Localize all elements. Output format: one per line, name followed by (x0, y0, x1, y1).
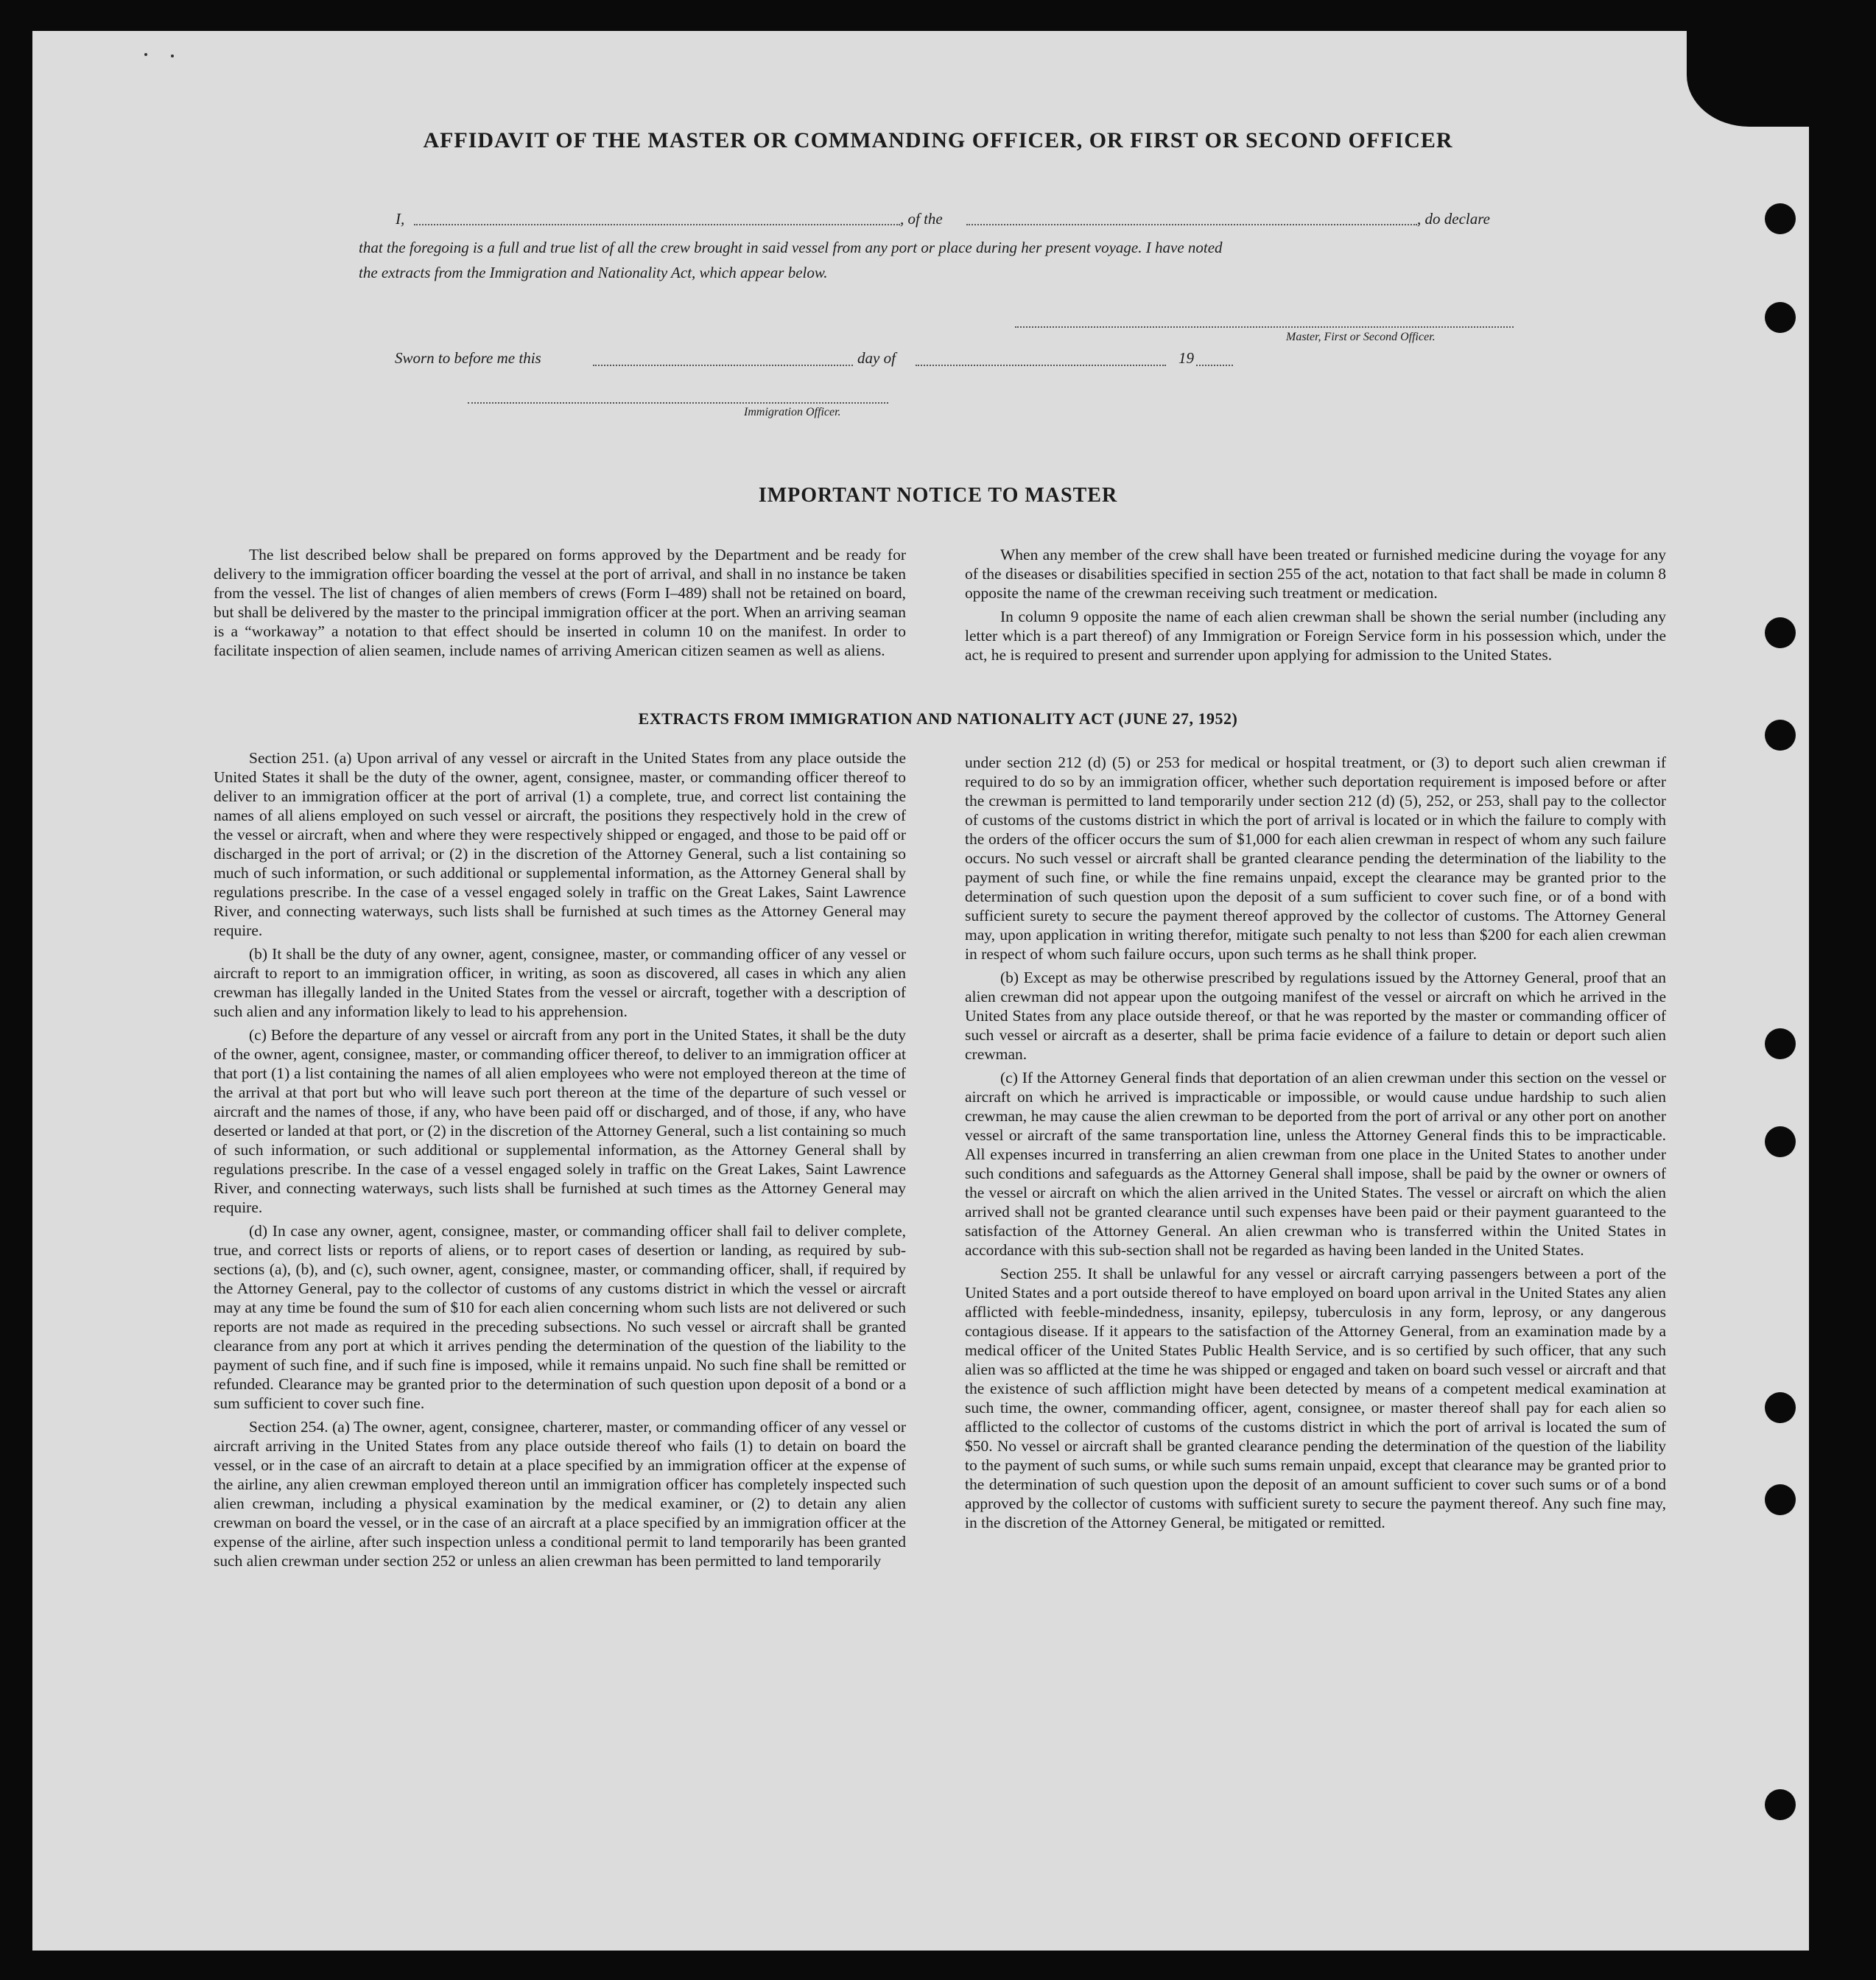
punch-hole (1765, 1126, 1796, 1157)
year-label: 19 (1178, 349, 1194, 367)
extracts-left-column (214, 748, 906, 1575)
do-declare-label: , do declare (1417, 210, 1490, 228)
notice-title: IMPORTANT NOTICE TO MASTER (758, 484, 1118, 507)
punch-hole (1765, 203, 1796, 234)
notice-right-column (965, 545, 1666, 669)
affidavit-title: AFFIDAVIT OF THE MASTER OR COMMANDING OFFICER, OR FIRST OR SECOND OFFICER (423, 128, 1453, 152)
day-of-label: day of (857, 349, 896, 367)
declarant-label: I, (396, 210, 405, 228)
vessel-name-line[interactable] (966, 224, 1417, 225)
speck (171, 55, 174, 57)
torn-corner (1687, 31, 1812, 127)
punch-hole (1765, 1789, 1796, 1820)
officer-signature-line[interactable] (468, 402, 888, 404)
punch-hole (1765, 302, 1796, 333)
punch-hole (1765, 1028, 1796, 1059)
declarant-name-line[interactable] (414, 224, 900, 225)
sworn-label: Sworn to before me this (395, 349, 541, 367)
act-paragraph: (d) In case any owner, agent, consignee, master, or commanding officer shall fail to deliver complete, true, and correct lists or reports of aliens, or to report cases of desertion or landing, as required by sub-sections (a), (b), and (c), such owner, agent, consignee, master, or commanding officer, shall, if required by the Attorney General, pay to the collector of customs of any customs district in which the vessel or aircraft may at any time be found the sum of $10 for each alien concerning whom such lists are not delivered or such reports are not made as required in the preceding subsections. No such vessel or aircraft shall be granted clearance from any port at which it arrives pending the determination of the question of the liability to the payment of such fine, and if such fine is imposed, while it remains unpaid. No such fine shall be remitted or refunded. Clearance may be granted prior to the determination of such question upon deposit of a bond or a sum sufficient to cover such fine. (214, 1222, 906, 1412)
act-paragraph: Section 251. (a) Upon arrival of any vessel or aircraft in the United States from any place outside the United States it shall be the duty of the owner, agent, consignee, master, or commanding officer thereof to deliver to an immigration officer at the port of arrival (1) a complete, true, and correct list containing the names of all aliens employed on such vessel or aircraft, the positions they respectively hold in the crew of the vessel or aircraft, when and where they were respectively shipped or engaged, and those to be paid off or discharged in the port of arrival; or (2) in the discretion of the Attorney General, such a list containing so much of such information, or such additional or supplemental information, as the Attorney General shall by regulations prescribe. In the case of a vessel engaged solely in traffic on the Great Lakes, Saint Lawrence River, and connecting waterways, such lists shall be furnished at such times as the Attorney General may require. (214, 749, 906, 939)
sworn-month-line[interactable] (916, 365, 1166, 366)
officer-signature-caption: Immigration Officer. (744, 406, 841, 418)
act-paragraph: (c) Before the departure of any vessel or aircraft from any port in the United States, it shall be the duty of the owner, agent, consignee, master, or commanding officer thereof, to deliver to an immigration officer at that port (1) a list containing the names of all alien employees who were not employed thereon at the time of the arrival at that port but who will leave such port thereon at the time of the departure of such vessel or aircraft and the names of those, if any, who have been paid off or discharged, and of those, if any, who have deserted or landed at that port, or (2) in the discretion of the Attorney General, such a list containing so much of such information, or such additional or supplemental information, as the Attorney General shall by regulations prescribe. In the case of a vessel engaged solely in traffic on the Great Lakes, Saint Lawrence River, and connecting waterways, such lists shall be furnished at such times as the Attorney General may require. (214, 1026, 906, 1216)
sworn-year-line[interactable] (1196, 365, 1233, 366)
of-the-label: , of the (900, 210, 943, 228)
act-paragraph: Section 255. It shall be unlawful for any vessel or aircraft carrying passengers between a port of the United States and a port outside thereof to have employed on board upon arrival in the United States any alien afflicted with feeble-mindedness, insanity, epilepsy, tuberculosis in any form, leprosy, or any dangerous contagious disease. If it appears to the satisfaction of the Attorney General, from an examination made by a medical officer of the United States Public Health Service, and is so certified by such officer, that any such alien was so afflicted at the time he was shipped or engaged and taken on board such vessel or aircraft and that the existence of such affliction might have been detected by means of a competent medical examination at such time, the owner, commanding officer, agent, consignee, or master thereof shall pay for each alien so afflicted to the collector of customs of the customs district in which the port of arrival is located the sum of $50. No vessel or aircraft shall be granted clearance pending the determination of the question of the liability to the payment of such sums, or while such sums remain unpaid, except that clearance may be granted prior to the determination of such question upon the deposit of an amount sufficient to cover such sums or of a bond approved by the collector of customs with sufficient surety to secure the payment thereof. Any such fine may, in the discretion of the Attorney General, be mitigated or remitted. (965, 1265, 1666, 1531)
notice-paragraph: The list described below shall be prepared on forms approved by the Department and be ready for delivery to the immigration officer boarding the vessel at the port of arrival, and shall in no instance be taken from the vessel. The list of changes of alien members of crews (Form I–489) shall not be retained on board, but shall be delivered by the master to the principal immigration officer at the port. When an arriving seaman is a “workaway” a notation to that effect should be inserted in column 10 on the manifest. In order to facilitate inspection of alien seamen, include names of arriving American citizen seamen as well as aliens. (214, 546, 906, 659)
act-paragraph: (c) If the Attorney General finds that deportation of an alien crewman under this section on the vessel or aircraft on which he arrived is impracticable or impossible, or would cause undue hardship to such alien crewman, he may cause the alien crewman to be deported from the port of arrival or any other port on another vessel or aircraft of the same transportation line, unless the Attorney General finds this to be impracticable. All expenses incurred in transferring an alien crewman from one place in the United States to another under such conditions and safeguards as the Attorney General shall impose, shall be paid by the owner or owners of the vessel or aircraft on which the alien arrived in the United States. The vessel or aircraft on which the alien arrived shall not be granted clearance until such expenses have been paid or their payment guaranteed to the satisfaction of the Attorney General. An alien crewman who is transferred within the United States in accordance with this sub-section shall not be regarded as having been landed in the United States. (965, 1069, 1666, 1259)
act-paragraph: under section 212 (d) (5) or 253 for medical or hospital treatment, or (3) to deport such alien crewman if required to do so by an immigration officer, whether such deportation requirement is imposed before or after the crewman is permitted to land temporarily under section 212 (d) (5), 252, or 253, shall pay to the collector of customs of the customs district in which the port of arrival is located or in which the failure to comply with the orders of the officer occurs the sum of $1,000 for each alien crewman in respect of whom any such failure occurs. No such vessel or aircraft shall be granted clearance pending the determination of the liability to the payment of such fine, or while the fine remains unpaid, except the clearance may be granted prior to the determination of such question upon the deposit of a sum sufficient to cover such fine, or of a bond with sufficient surety to secure the payment thereof approved by the collector of customs. The Attorney General may, upon application in writing therefor, mitigate such penalty to not less than $200 for each alien crewman in respect of whom such failure occurs, upon such terms as he shall think proper. (965, 754, 1666, 963)
declaration-line-2: that the foregoing is a full and true list of all the crew brought in said vessel from any port or place during her present voyage. I have noted (359, 239, 1223, 256)
speck (144, 53, 147, 56)
master-signature-caption: Master, First or Second Officer. (1286, 331, 1436, 343)
master-signature-line[interactable] (1015, 326, 1514, 328)
notice-paragraph: In column 9 opposite the name of each alien crewman shall be shown the serial number (including any letter which is a part thereof) of any Immigration or Foreign Service form in his possession which, under the act, he is required to present and surrender upon applying for admission to the United States. (965, 608, 1666, 664)
act-paragraph: (b) Except as may be otherwise prescribed by regulations issued by the Attorney General, proof that an alien crewman did not appear upon the outgoing manifest of the vessel or aircraft on which he arrived in the United States from any place outside thereof, or that he was reported by the master or commanding officer of such vessel or aircraft as a deserter, shall be prima facie evidence of a failure to detain or deport such alien crewman. (965, 969, 1666, 1063)
notice-left-column (214, 545, 906, 664)
act-paragraph: Section 254. (a) The owner, agent, consignee, charterer, master, or commanding officer of any vessel or aircraft arriving in the United States from any place outside thereof who fails (1) to detain on board the vessel, or in the case of an aircraft to detain at a place specified by an immigration officer at the expense of the airline, any alien crewman employed thereon until an immigration officer has completely inspected such alien crewman, including a physical examination by the medical examiner, or (2) to detain any alien crewman on board the vessel, or in the case of an aircraft at a place specified by an immigration officer at the expense of the airline, after such inspection unless a conditional permit to land temporarily has been granted such alien crewman under section 252 or unless an alien crewman has been permitted to land temporarily (214, 1418, 906, 1570)
punch-hole (1765, 1392, 1796, 1423)
notice-paragraph: When any member of the crew shall have been treated or furnished medicine during the voyage for any of the diseases or disabilities specified in section 255 of the act, notation to that fact shall be made in column 8 opposite the name of the crewman receiving such treatment or medication. (965, 546, 1666, 602)
declaration-line-3: the extracts from the Immigration and Nationality Act, which appear below. (359, 264, 828, 281)
extracts-title: EXTRACTS FROM IMMIGRATION AND NATIONALITY ACT (JUNE 27, 1952) (638, 709, 1238, 728)
punch-hole (1765, 617, 1796, 648)
act-paragraph: (b) It shall be the duty of any owner, agent, consignee, master, or commanding officer of any vessel or aircraft to report to an immigration officer, in writing, as soon as discovered, all cases in which any alien crewman has illegally landed in the United States from the vessel or aircraft, together with a description of such alien and any information likely to lead to his apprehension. (214, 945, 906, 1020)
punch-hole (1765, 1484, 1796, 1515)
sworn-day-line[interactable] (593, 365, 853, 366)
extracts-right-column (965, 753, 1666, 1537)
